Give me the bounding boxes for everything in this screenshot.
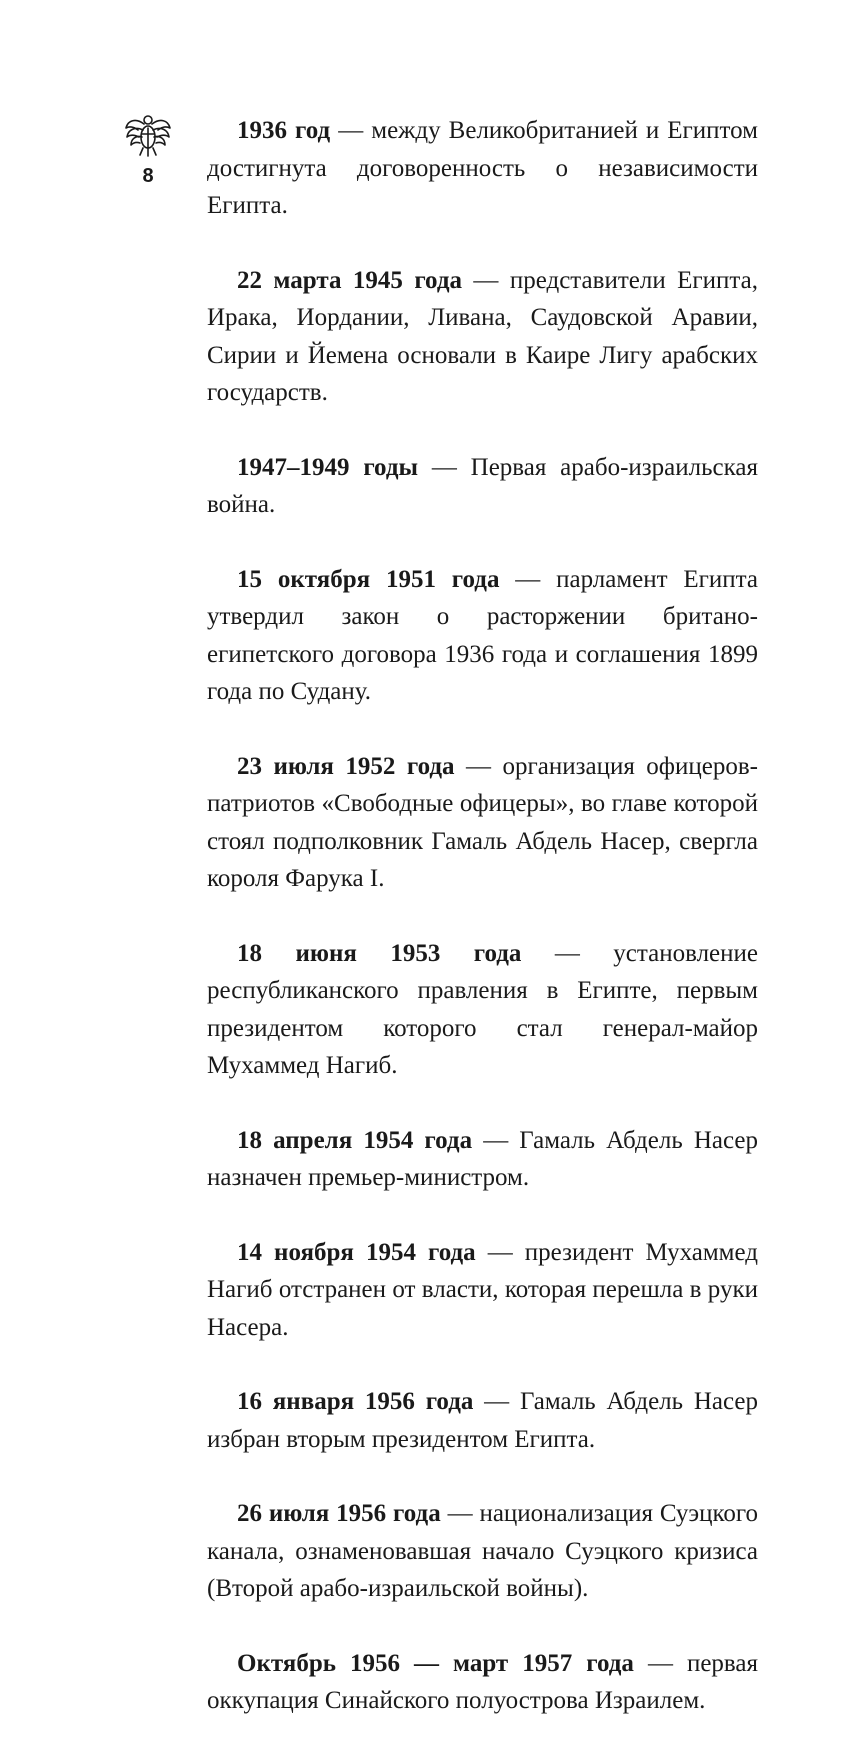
entry-text: — Первая арабо-израильская война. bbox=[207, 453, 758, 518]
chronology-entry bbox=[207, 748, 758, 898]
chronology-entry bbox=[207, 1234, 758, 1347]
page-number: 8 bbox=[142, 165, 154, 187]
entry-text: — президент Мухаммед Нагиб отстранен от власти, которая перешла в руки Насера. bbox=[207, 1238, 758, 1341]
entry-text: — организация офицеров-патриотов «Свободные офицеры», во главе которой стоял подполковник Гамаль Абдель Насер, свергла короля Фарука I. bbox=[207, 752, 758, 892]
entry-date: 26 июля 1956 года bbox=[237, 1500, 441, 1527]
chronology-entry bbox=[207, 1495, 758, 1608]
entry-text: — Гамаль Абдель Насер избран вторым президентом Египта. bbox=[207, 1388, 758, 1453]
entry-date: Октябрь 1956 — март 1957 года bbox=[237, 1649, 634, 1677]
entry-text: — установление республиканского правления в Египте, первым президентом которого стал генерал-майор Мухаммед Нагиб. bbox=[207, 939, 758, 1079]
chronology-entry bbox=[207, 1383, 758, 1458]
entry-text: — национализация Суэцкого канала, ознаменовавшая начало Суэцкого кризиса (Второй арабо-израильской войны). bbox=[207, 1500, 758, 1602]
entry-text: — представители Египта, Ирака, Иордании, Ливана, Саудовской Аравии, Сирии и Йемена основали в Каире Лигу арабских государств. bbox=[207, 266, 758, 406]
entry-date: 1936 год bbox=[237, 117, 331, 144]
entry-text: — первая оккупация Синайского полуострова Израилем. bbox=[207, 1649, 759, 1714]
entry-date: 23 июля 1952 года bbox=[237, 752, 455, 780]
chronology-entry bbox=[207, 112, 758, 225]
entry-text: — Гамаль Абдель Насер назначен премьер-министром. bbox=[207, 1126, 758, 1191]
entry-date: 18 апреля 1954 года bbox=[237, 1126, 473, 1154]
entry-date: 22 марта 1945 года bbox=[237, 266, 462, 294]
chronology-entry bbox=[207, 561, 758, 711]
chronology-list bbox=[207, 112, 758, 1757]
chronology-entry bbox=[207, 935, 758, 1085]
entry-date: 14 ноября 1954 года bbox=[237, 1238, 476, 1266]
entry-text: — между Великобританией и Египтом достигнута договоренность о независимости Египта. bbox=[207, 117, 759, 219]
entry-date: 1947–1949 годы bbox=[237, 453, 418, 481]
entry-date: 16 января 1956 года bbox=[237, 1388, 474, 1415]
chronology-entry bbox=[207, 449, 758, 524]
entry-text: — парламент Египта утвердил закон о расторжении британо-египетского договора 1936 года и соглашения 1899 года по Судану. bbox=[207, 565, 758, 705]
chronology-entry bbox=[207, 1122, 758, 1197]
chronology-entry bbox=[207, 262, 758, 412]
entry-date: 15 октября 1951 года bbox=[237, 565, 500, 593]
chronology-entry bbox=[207, 1645, 758, 1720]
entry-date: 18 июня 1953 года bbox=[237, 939, 522, 967]
scarab-icon bbox=[124, 110, 172, 162]
